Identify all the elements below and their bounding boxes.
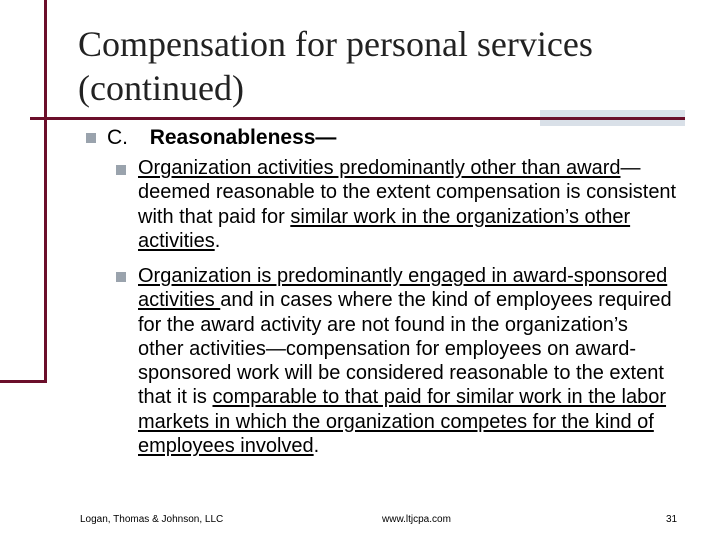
bullet-paragraph-2	[138, 264, 678, 458]
slide-title-line2: (continued)	[78, 68, 244, 108]
outline-item-c	[107, 125, 336, 151]
bullet2-underlined-2: comparable to that paid for similar work in the labor markets in which the organization competes for the kind of employees involved	[138, 386, 667, 458]
bullet2-text-2: .	[313, 435, 320, 458]
title-rule	[30, 117, 540, 120]
bullet1-text-1: —deemed reasonable to the extent compensation is consistent with that paid for	[138, 157, 677, 228]
left-accent-bar	[0, 0, 47, 383]
bullet1-underlined-1: Organization activities predominantly other than award	[138, 157, 621, 179]
slide-title-line1: Compensation for personal services	[78, 24, 593, 64]
bullet1-text-2: .	[214, 229, 221, 252]
square-bullet-icon	[116, 165, 126, 175]
outline-marker: C.	[107, 126, 128, 149]
bullet2-underlined-1: Organization is predominantly engaged in award-sponsored activities	[138, 265, 668, 312]
footer-page-number: 31	[666, 514, 678, 525]
left-accent-edge	[44, 0, 47, 383]
bullet2-text-1: and in cases where the kind of employees required for the award activity are not found in the organization’s other activities—compensation for employees on award-sponsored work will be considered reasonable to the extent that it is	[138, 289, 672, 409]
footer-firm: Logan, Thomas & Johnson, LLC	[80, 514, 224, 525]
slide-title	[78, 22, 688, 110]
left-accent-bottom	[0, 380, 47, 383]
square-bullet-icon	[116, 272, 126, 282]
bullet1-underlined-2: similar work in the organization’s other activities	[138, 205, 631, 252]
footer-website: www.ltjcpa.com	[382, 514, 451, 525]
outline-heading: Reasonableness—	[149, 126, 337, 149]
title-rule-right	[540, 117, 685, 120]
square-bullet-icon	[86, 133, 96, 143]
bullet-paragraph-1	[138, 156, 678, 253]
